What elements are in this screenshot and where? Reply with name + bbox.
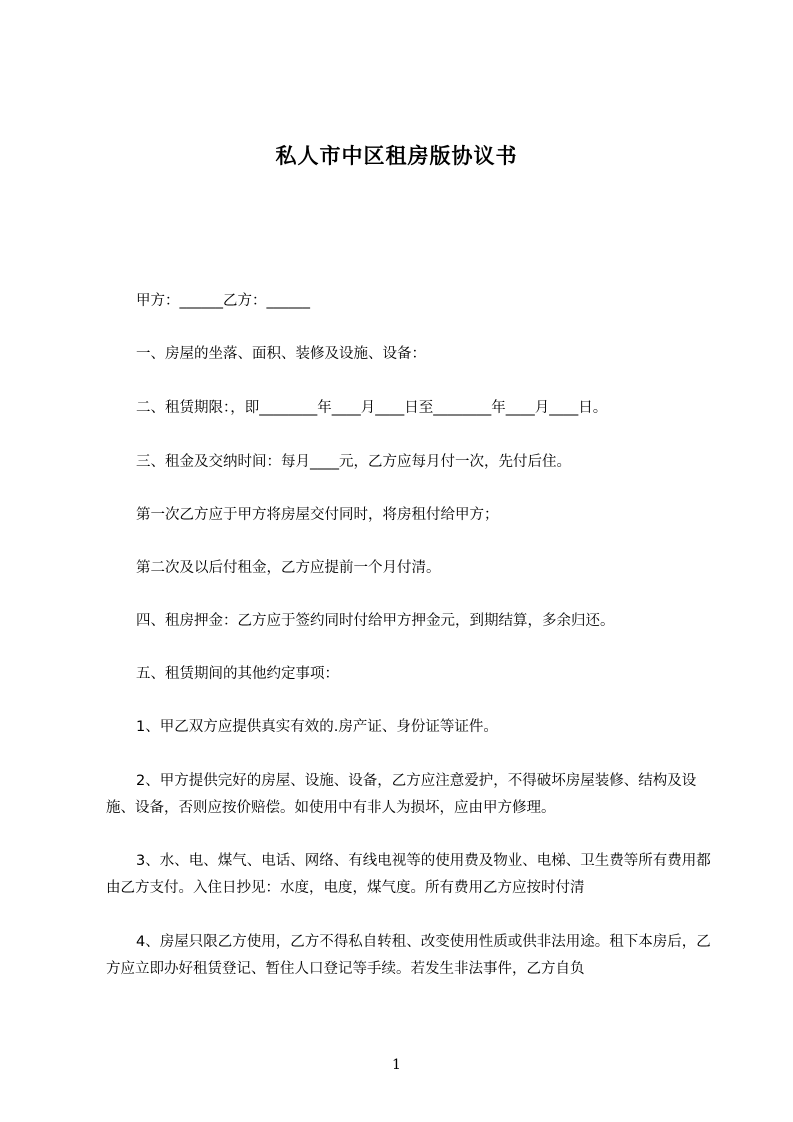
section-2-lease-term: 二、租赁期限：，即________年____月____日至________年____月____日。 bbox=[136, 400, 608, 416]
item-3-fees: 3、水、电、煤气、电话、网络、有线电视等的使用费及物业、电梯、卫生费等所有费用都由乙方支付。入住日抄见：水度，电度，煤气度。所有费用乙方应按时付清 bbox=[106, 853, 711, 896]
item-4-usage: 4、房屋只限乙方使用，乙方不得私自转租、改变使用性质或供非法用途。租下本房后，乙方应立即办好租赁登记、暂住人口登记等手续。若发生非法事件，乙方自负 bbox=[106, 934, 711, 977]
first-payment-clause: 第一次乙方应于甲方将房屋交付同时，将房租付给甲方； bbox=[136, 507, 499, 523]
page-title: 私人市中区租房版协议书 bbox=[275, 144, 518, 168]
section-5-heading: 五、租赁期间的其他约定事项： bbox=[136, 666, 339, 682]
item-1-documents: 1、甲乙双方应提供真实有效的.房产证、身份证等证件。 bbox=[136, 719, 498, 735]
section-1-heading: 一、房屋的坐落、面积、装修及设施、设备： bbox=[136, 346, 426, 362]
section-3-rent-payment: 三、租金及交纳时间：每月____元，乙方应每月付一次，先付后住。 bbox=[136, 454, 571, 470]
section-4-deposit: 四、租房押金：乙方应于签约同时付给甲方押金元，到期结算，多余归还。 bbox=[136, 613, 615, 629]
later-payments-clause: 第二次及以后付租金，乙方应提前一个月付清。 bbox=[136, 560, 441, 576]
item-2-facilities: 2、甲方提供完好的房屋、设施、设备，乙方应注意爱护，不得破坏房屋装修、结构及设施、设备，否则应按价赔偿。如使用中有非人为损坏，应由甲方修理。 bbox=[106, 773, 697, 816]
page-number: 1 bbox=[392, 1057, 401, 1073]
parties-line: 甲方：______乙方：______ bbox=[136, 293, 310, 309]
